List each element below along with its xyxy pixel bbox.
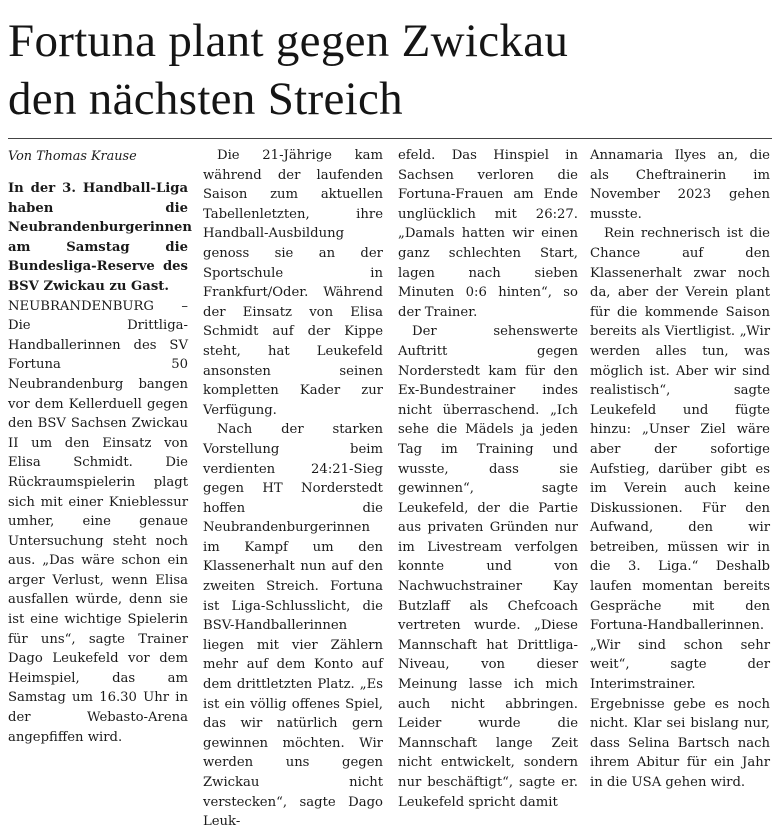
column-2 [203, 146, 383, 830]
body-paragraph: efeld. Das Hinspiel in Sachsen verloren die Fortuna-Frauen am Ende unglücklich mit 26:27. „Damals hatten wir einen ganz schlechten Start, lagen nach sieben Minuten 0:6 hinten“, so der Trainer. [398, 148, 578, 320]
headline [8, 12, 772, 128]
body-paragraph: Nach der starken Vorstellung beim verdienten 24:21-Sieg gegen HT Norderstedt hoffen die Neubrandenburgerinnen im Kampf um den Klassenerhalt nun auf den zweiten Streich. Fortuna ist Liga-Schlusslicht, die BSV-Handballerinnen liegen mit vier Zählern mehr auf dem Konto auf dem drittletzten Platz. „Es ist ein völlig offenes Spiel, das wir natürlich gern gewinnen möchten. Wir werden uns gegen Zwickau nicht verstecken“, sagte Dago Leuk- [203, 422, 383, 830]
column-1 [8, 146, 193, 745]
column-4 [590, 146, 770, 790]
body-paragraph: Rein rechnerisch ist die Chance auf den Klassenerhalt zwar noch da, aber der Verein plant für die kommende Saison bereits als Viertligist. „Wir werden alles tun, was möglich ist. Aber wir sind realistisch“, sagte Leukefeld und fügte hinzu: „Unser Ziel wäre aber der sofortige Aufstieg, darüber gibt es im Verein auch keine Diskussionen. Für den Aufwand, den wir betreiben, müssen wir in die 3. Liga.“ Deshalb laufen momentan bereits Gespräche mit den Fortuna-Handballerinnen. „Wir sind schon sehr weit“, sagte der Interimstrainer. Ergebnisse gebe es noch nicht. Klar sei bislang nur, dass Selina Bartsch nach ihrem Abitur für ein Jahr in die USA gehen wird. [590, 226, 770, 790]
column-3 [398, 146, 578, 810]
body-paragraph: NEUBRANDENBURG – Die Drittliga-Handballerinnen des SV Fortuna 50 Neubrandenburg bangen vor dem Kellerduell gegen den BSV Sachsen Zwickau II um den Einsatz von Elisa Schmidt. Die Rückraumspielerin plagt sich mit einer Knieblessur umher, eine genaue Untersuchung steht noch aus. „Das wäre schon ein arger Verlust, wenn Elisa ausfallen würde, denn sie ist eine wichtige Spielerin für uns“, sagte Trainer Dago Leukefeld vor dem Heimspiel, das am Samstag um 16.30 Uhr in der Webasto-Arena angepfiffen wird. [8, 298, 188, 745]
body-paragraph: Annamaria Ilyes an, die als Cheftrainerin im November 2023 gehen musste. [590, 148, 770, 222]
body-paragraph: Der sehenswerte Auftritt gegen Norderstedt kam für den Ex-Bundestrainer indes nicht überraschend. „Ich sehe die Mädels ja jeden Tag im Training und wusste, dass sie gewinnen“, sagte Leukefeld, der die Partie aus privaten Gründen nur im Livestream verfolgen konnte und von Nachwuchstrainer Kay Butzlaff als Chefcoach vertreten wurde. „Diese Mannschaft hat Drittliga-Niveau, von dieser Meinung lasse ich mich auch nicht abbringen. Leider wurde die Mannschaft lange Zeit nicht entwickelt, sondern nur beschäftigt“, sagte er. Leukefeld spricht damit [398, 324, 578, 810]
headline-line-2: den nächsten Streich [8, 73, 403, 125]
byline: Von Thomas Krause [8, 149, 137, 164]
lead-paragraph: In der 3. Handball-Liga haben die Neubrandenburgerinnen am Samstag die Bundesliga-Reserve des BSV Zwickau zu Gast. [8, 181, 193, 294]
headline-line-1: Fortuna plant gegen Zwickau [8, 15, 569, 67]
body-paragraph: Die 21-Jährige kam während der laufenden Saison zum aktuellen Tabellenletzten, ihre Handball-Ausbildung genoss sie an der Sportschule in Frankfurt/Oder. Während der Einsatz von Elisa Schmidt auf der Kippe steht, hat Leukefeld ansonsten seinen kompletten Kader zur Verfügung. [203, 148, 383, 418]
headline-rule [8, 138, 772, 139]
